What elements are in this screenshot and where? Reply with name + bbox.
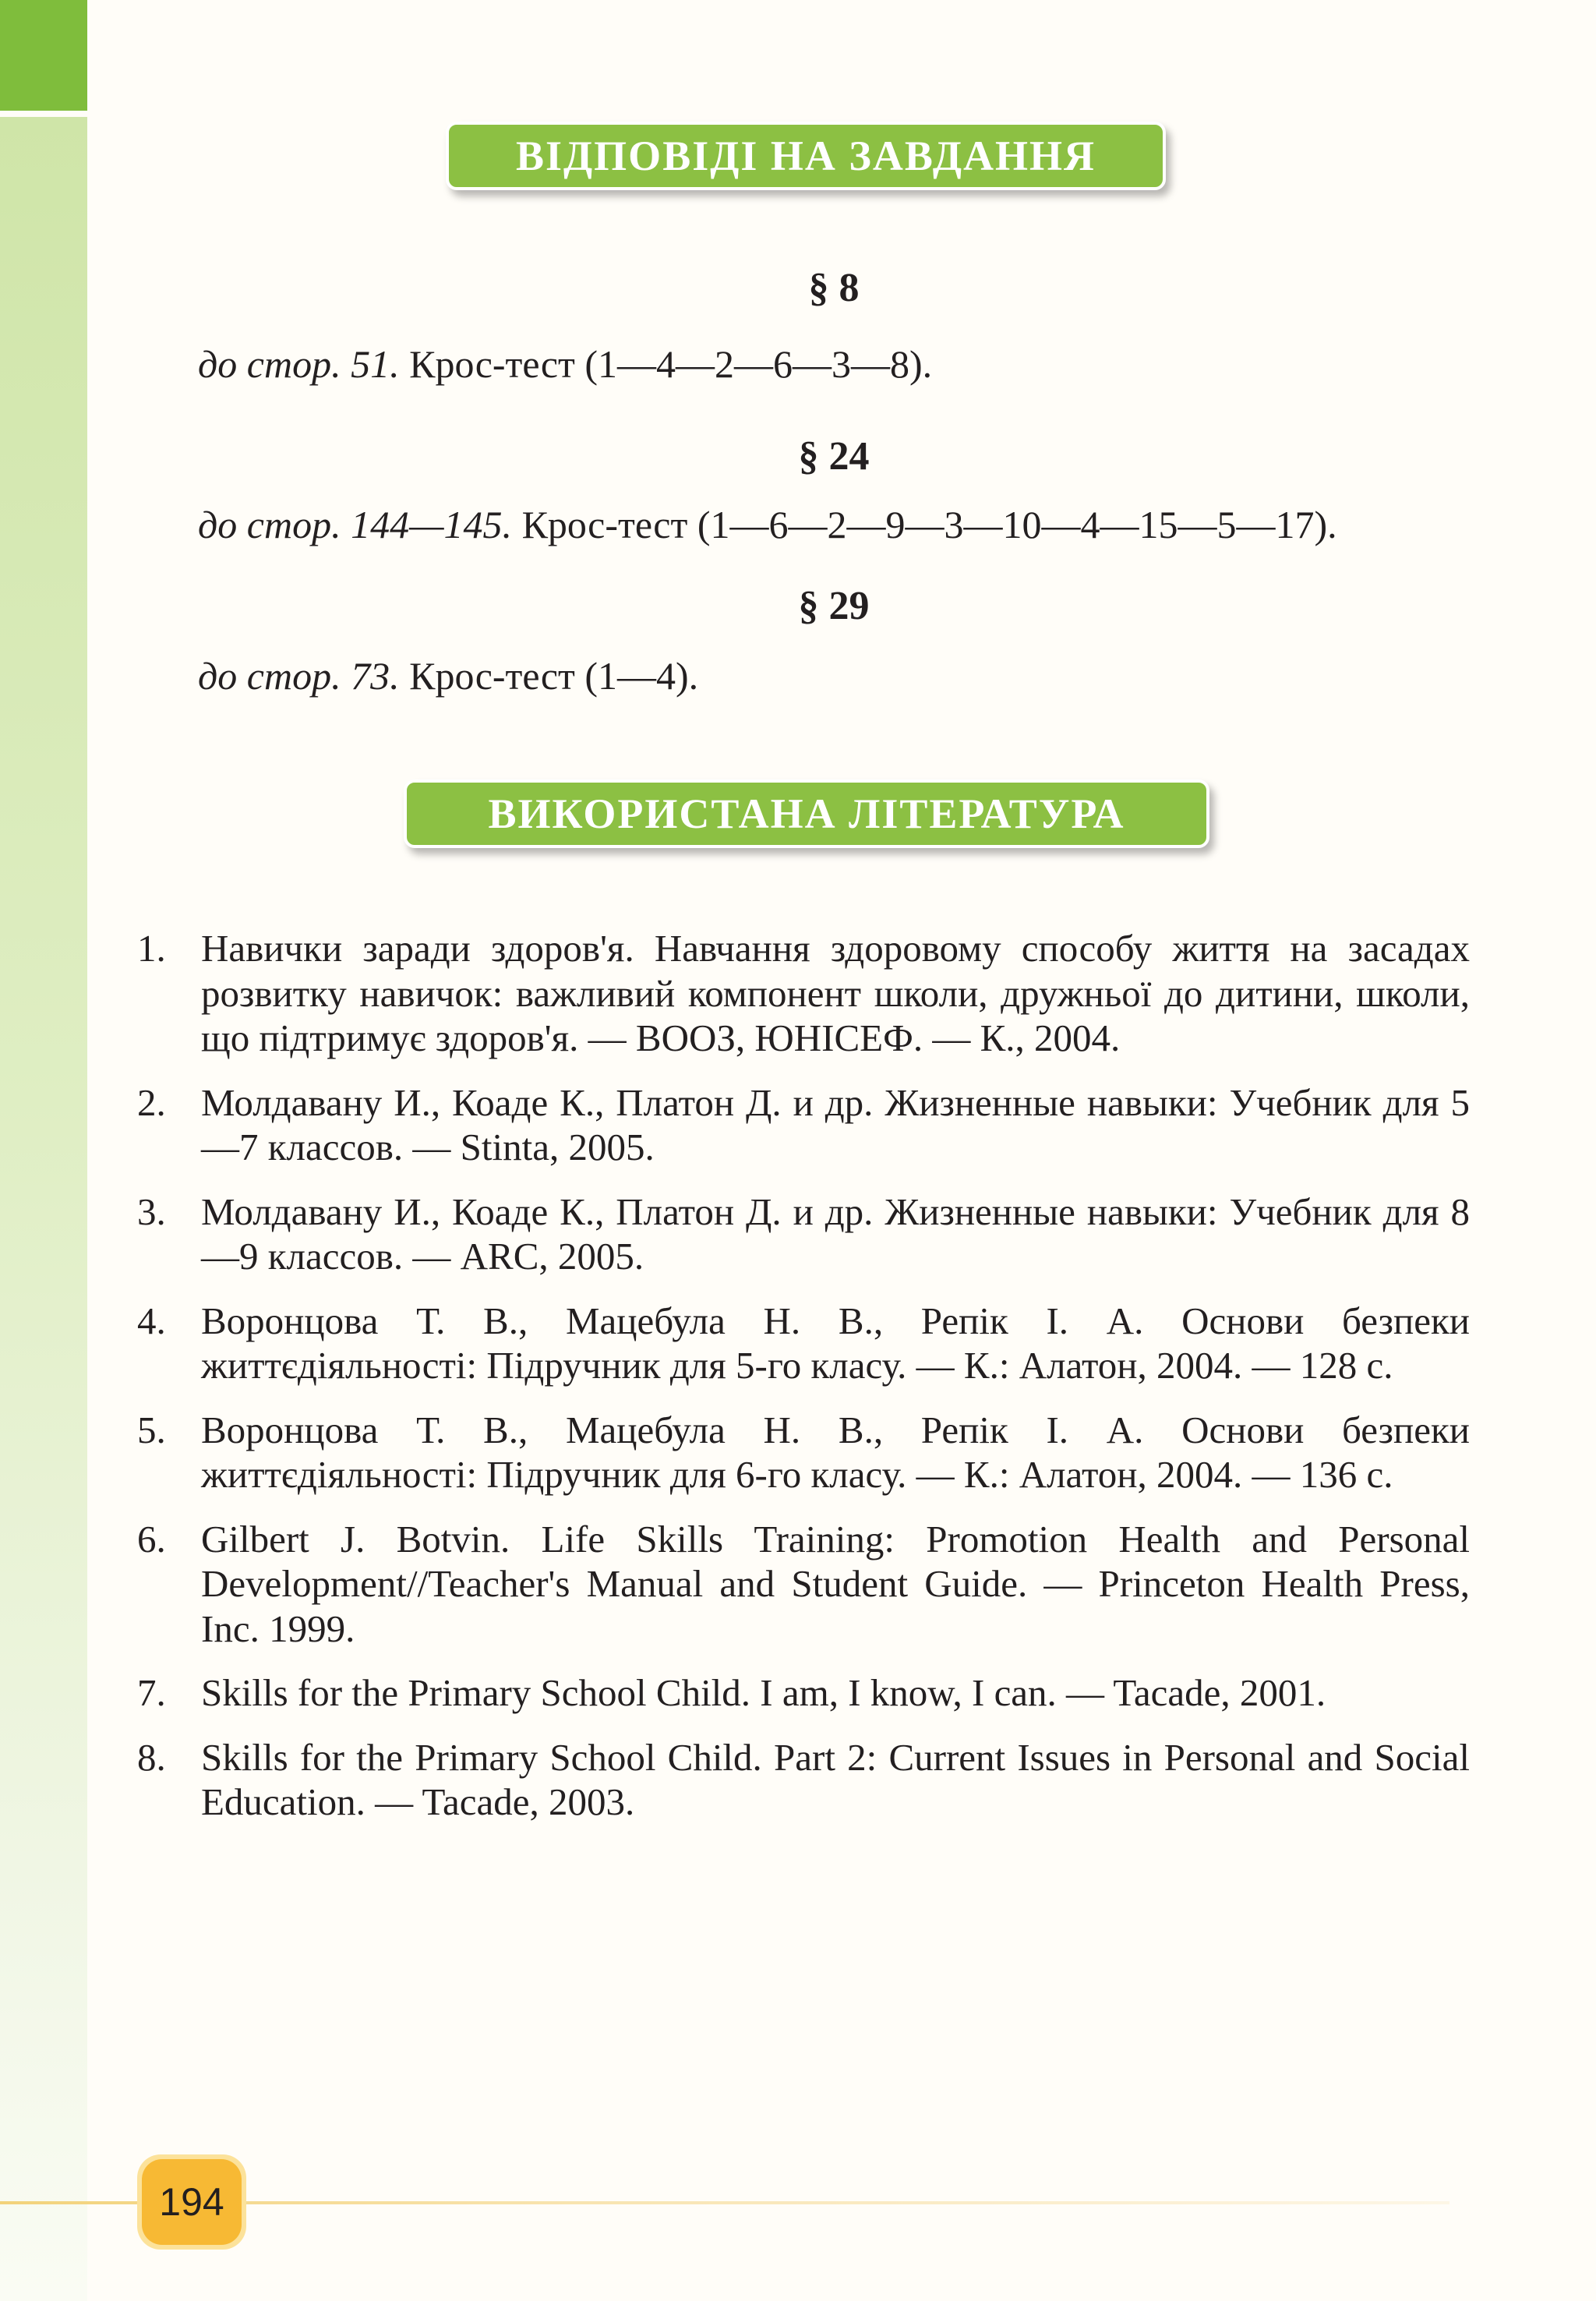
list-item-number: 2. — [137, 1080, 166, 1124]
list-item-text: Молдавану И., Коаде К., Платон Д. и др. Жизненные навыки: Учебник для 8—9 классов. — ARC, 2005. — [201, 1189, 1470, 1278]
list-item-number: 7. — [137, 1671, 166, 1714]
literature-list — [137, 926, 1470, 1844]
list-item — [137, 1189, 1470, 1279]
section-heading: § 24 — [798, 434, 870, 479]
answer-text: Крос-тест (1—4). — [409, 654, 699, 698]
list-item-number: 3. — [137, 1189, 166, 1233]
answer-text: Крос-тест (1—4—2—6—3—8). — [409, 342, 933, 386]
list-item-number: 4. — [137, 1299, 166, 1342]
list-item-number: 8. — [137, 1735, 166, 1779]
page-reference: до стор. 144—145. — [198, 503, 513, 546]
answer-line — [198, 653, 698, 698]
list-item-text: Молдавану И., Коаде К., Платон Д. и др. Жизненные навыки: Учебник для 5—7 классов. — Stinta, 2005. — [201, 1080, 1470, 1168]
page-number-badge — [137, 2154, 246, 2250]
list-item-text: Навички заради здоров'я. Навчання здоровому способу життя на засадах розвитку навичок: важливий компонент школи, дружньої до дитини, школи, що підтримує здоров'я. — ВООЗ, ЮНІСЕФ. — К., 2004. — [201, 927, 1470, 1059]
list-item — [137, 926, 1470, 1061]
answers-heading-banner: ВІДПОВІДІ НА ЗАВДАННЯ — [446, 122, 1166, 190]
list-item — [137, 1080, 1470, 1170]
corner-decoration — [0, 0, 87, 111]
literature-heading-banner: ВИКОРИСТАНА ЛІТЕРАТУРА — [404, 779, 1209, 848]
list-item-text: Skills for the Primary School Child. I am, I know, I can. — Tacade, 2001. — [201, 1671, 1326, 1714]
list-item-number: 6. — [137, 1517, 166, 1561]
page-number: 194 — [142, 2159, 242, 2245]
page-reference: до стор. 51. — [198, 342, 400, 386]
list-item — [137, 1670, 1470, 1716]
list-item-text: Воронцова Т. В., Мацебула Н. В., Репік І. А. Основи безпеки життєдіяльності: Підручник для 5-го класу. — К.: Алатон, 2004. — 128 с. — [201, 1299, 1470, 1387]
list-item — [137, 1408, 1470, 1497]
list-item — [137, 1735, 1470, 1825]
list-item — [137, 1299, 1470, 1388]
list-item-text: Skills for the Primary School Child. Part 2: Current Issues in Personal and Social Education. — Tacade, 2003. — [201, 1735, 1470, 1823]
answer-text: Крос-тест (1—6—2—9—3—10—4—15—5—17). — [521, 503, 1337, 546]
list-item-text: Воронцова Т. В., Мацебула Н. В., Репік І. А. Основи безпеки життєдіяльності: Підручник для 6-го класу. — К.: Алатон, 2004. — 136 с. — [201, 1408, 1470, 1496]
list-item-number: 5. — [137, 1408, 166, 1451]
answer-line — [198, 502, 1337, 547]
list-item-number: 1. — [137, 927, 166, 970]
answer-line — [198, 341, 932, 387]
section-heading: § 8 — [808, 266, 860, 310]
section-heading: § 29 — [798, 584, 870, 628]
page-reference: до стор. 73. — [198, 654, 400, 698]
list-item — [137, 1517, 1470, 1652]
list-item-text: Gilbert J. Botvin. Life Skills Training: Promotion Health and Personal Development//Teacher's Manual and Student Guide. — Princeton Health Press, Inc. 1999. — [201, 1517, 1470, 1650]
